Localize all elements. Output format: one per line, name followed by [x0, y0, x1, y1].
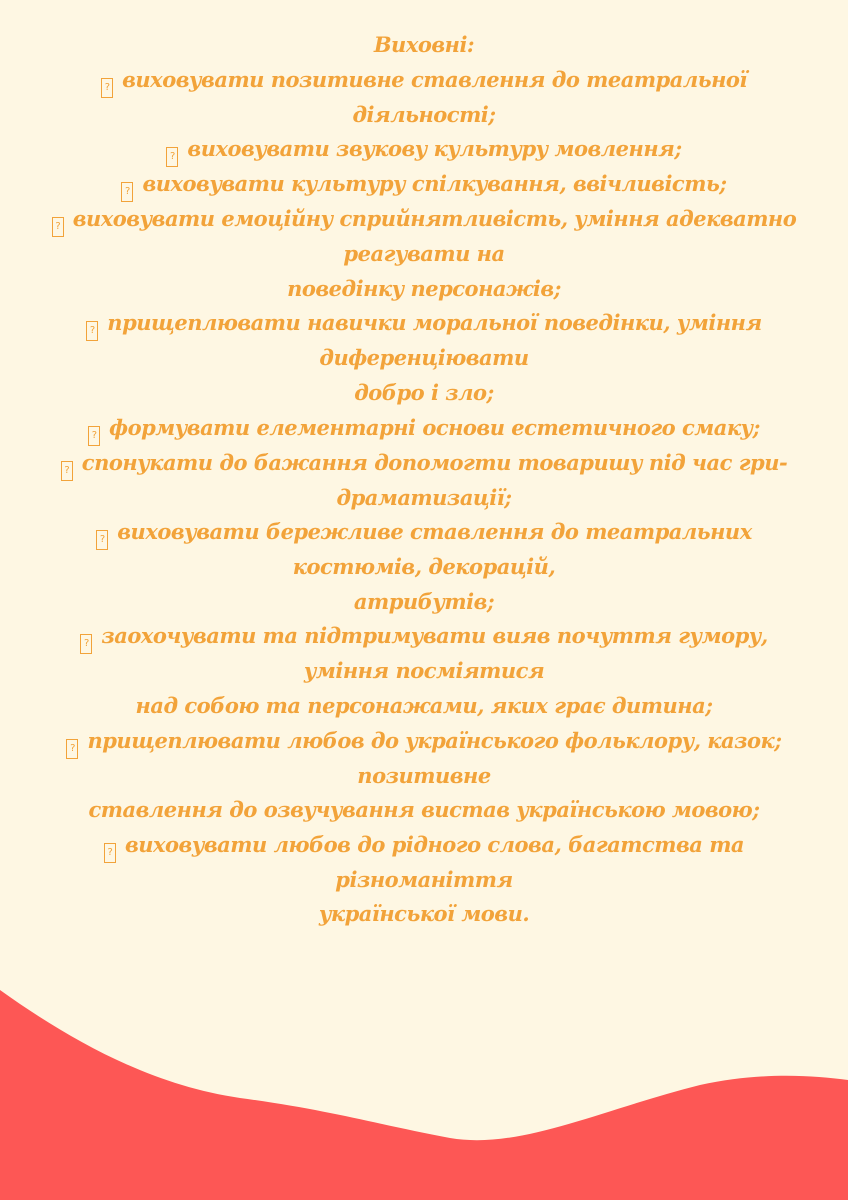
line-text: поведінку персонажів;	[287, 275, 561, 301]
text-line	[40, 724, 808, 759]
line-text: виховувати любов до рідного слова, багатства та	[124, 831, 745, 857]
text-line	[40, 585, 808, 620]
line-text: виховувати позитивне ставлення до театральної	[122, 66, 747, 92]
line-text: костюмів, декорацій,	[292, 554, 556, 580]
missing-glyph-bullet-icon: ?	[88, 426, 100, 446]
line-text: ставлення до озвучування вистав українською мовою;	[88, 797, 760, 823]
line-text: диференціювати	[319, 345, 529, 371]
text-line	[40, 376, 808, 411]
line-text: виховувати емоційну сприйнятливість, уміння адекватно	[72, 206, 797, 232]
missing-glyph-bullet-icon: ?	[166, 147, 178, 167]
line-text: діяльності;	[352, 101, 496, 127]
line-text: реагувати на	[343, 241, 505, 267]
text-line	[40, 272, 808, 307]
text-line	[40, 341, 808, 376]
text-line	[40, 98, 808, 133]
line-text: спонукати до бажання допомогти товаришу під час гри-	[81, 449, 788, 475]
line-text: виховувати культуру спілкування, ввічливість;	[142, 171, 727, 197]
section-heading	[40, 28, 808, 63]
line-text: формувати елементарні основи естетичного смаку;	[109, 414, 760, 440]
text-line	[40, 654, 808, 689]
line-text: виховувати звукову культуру мовлення;	[187, 136, 682, 162]
text-line	[40, 237, 808, 272]
line-text: Виховні:	[373, 32, 475, 57]
missing-glyph-bullet-icon: ?	[52, 217, 64, 237]
educational-goals-text	[40, 28, 808, 932]
text-line	[40, 897, 808, 932]
text-line	[40, 167, 808, 202]
missing-glyph-bullet-icon: ?	[104, 843, 116, 863]
text-line	[40, 202, 808, 237]
wave-shape	[0, 990, 848, 1200]
text-line	[40, 550, 808, 585]
line-text: над собою та персонажами, яких грає дитина;	[135, 692, 713, 718]
line-text: заохочувати та підтримувати вияв почуття гумору,	[101, 623, 768, 649]
missing-glyph-bullet-icon: ?	[61, 461, 73, 481]
text-line	[40, 411, 808, 446]
line-text: добро і зло;	[354, 379, 494, 405]
missing-glyph-bullet-icon: ?	[96, 530, 108, 550]
line-text: драматизації;	[336, 484, 512, 510]
text-line	[40, 759, 808, 794]
line-text: прищеплювати любов до українського фольклору, казок;	[87, 727, 782, 753]
text-line	[40, 689, 808, 724]
missing-glyph-bullet-icon: ?	[101, 78, 113, 98]
text-line	[40, 793, 808, 828]
text-line	[40, 446, 808, 481]
line-text: української мови.	[318, 901, 530, 927]
line-text: уміння посміятися	[303, 658, 545, 684]
missing-glyph-bullet-icon: ?	[121, 182, 133, 202]
text-line	[40, 481, 808, 516]
text-line	[40, 63, 808, 98]
line-text: різноманіття	[335, 866, 513, 892]
text-line	[40, 863, 808, 898]
line-text: атрибутів;	[353, 588, 495, 614]
missing-glyph-bullet-icon: ?	[66, 739, 78, 759]
line-text: позитивне	[357, 762, 491, 788]
text-line	[40, 132, 808, 167]
line-text: прищеплювати навички моральної поведінки, уміння	[107, 310, 762, 336]
line-text: виховувати бережливе ставлення до театральних	[117, 519, 752, 545]
missing-glyph-bullet-icon: ?	[86, 321, 98, 341]
text-line	[40, 828, 808, 863]
text-line	[40, 515, 808, 550]
text-line	[40, 306, 808, 341]
text-line	[40, 619, 808, 654]
missing-glyph-bullet-icon: ?	[80, 634, 92, 654]
